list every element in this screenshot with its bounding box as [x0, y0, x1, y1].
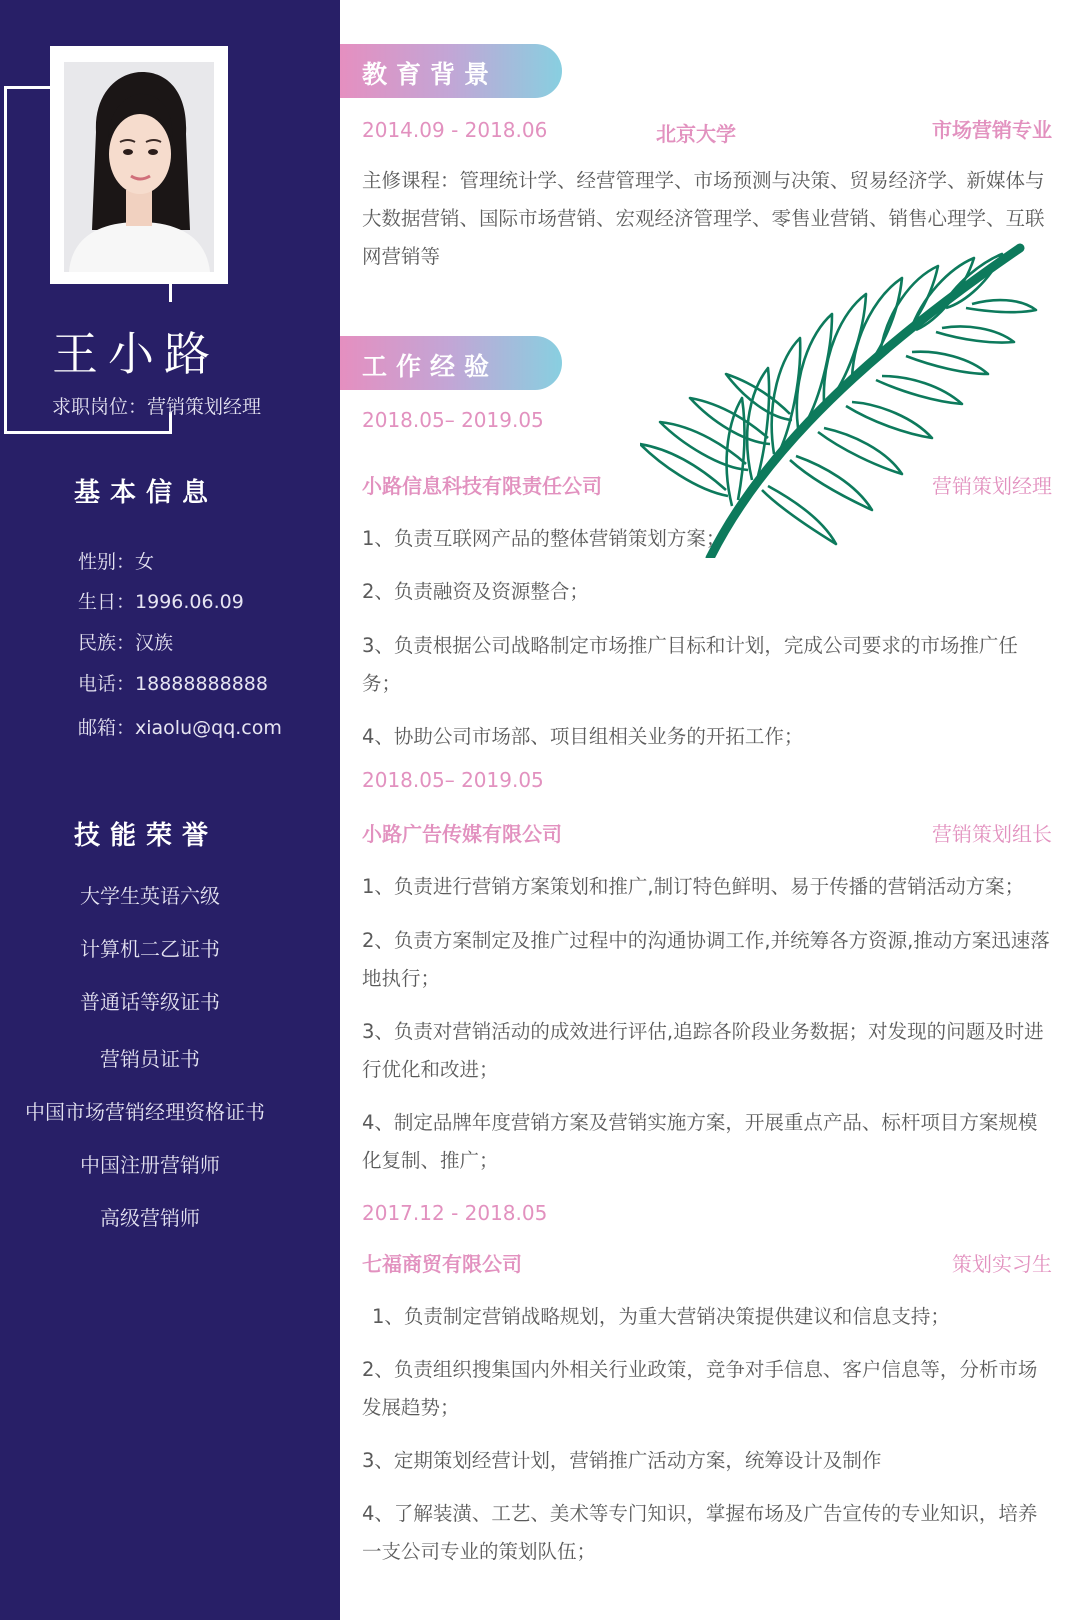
- job-objective: 求职岗位：营销策划经理: [52, 396, 262, 418]
- info-value: xiaolu@qq.com: [135, 717, 282, 739]
- info-value: 1996.06.09: [135, 591, 244, 613]
- job-company: 七福商贸有限公司: [362, 1252, 522, 1276]
- info-phone: [78, 669, 268, 696]
- info-ethnicity: [78, 628, 173, 655]
- job-duty: 2、负责方案制定及推广过程中的沟通协调工作,并统筹各方资源,推动方案迅速落地执行；: [362, 929, 1050, 990]
- info-label: 邮箱：: [78, 717, 136, 739]
- info-label: 性别：: [78, 551, 136, 573]
- job-duty: 1、负责进行营销方案策划和推广,制订特色鲜明、易于传播的营销活动方案；: [362, 875, 1025, 898]
- education-school: 北京大学: [656, 122, 736, 146]
- basic-info-title: 基本信息: [74, 478, 219, 508]
- portrait-photo: [64, 62, 214, 272]
- work-header: [340, 336, 562, 390]
- job-role: 策划实习生: [952, 1252, 1052, 1276]
- frame-line-left: [4, 86, 7, 434]
- job-date: 2017.12 - 2018.05: [362, 1201, 548, 1225]
- education-title: 教育背景: [362, 60, 499, 89]
- job-company: 小路广告传媒有限公司: [362, 822, 562, 846]
- info-label: 生日：: [78, 591, 136, 613]
- job-role: 营销策划组长: [932, 822, 1052, 846]
- sidebar: [0, 0, 340, 1620]
- skill-item: 大学生英语六级: [80, 884, 220, 908]
- photo-frame: [50, 46, 228, 284]
- info-email: [78, 713, 282, 740]
- job-duty: 3、定期策划经营计划，营销推广活动方案，统筹设计及制作: [362, 1449, 882, 1472]
- frame-line-top: [4, 86, 50, 89]
- work-title: 工作经验: [362, 352, 499, 381]
- job-duty: 4、了解装潢、工艺、美术等专门知识，掌握布场及广告宣传的专业知识，培养一支公司专业的策划队伍；: [362, 1502, 1038, 1563]
- info-gender: [78, 547, 154, 574]
- info-value: 18888888888: [135, 673, 268, 695]
- job-duty: 4、协助公司市场部、项目组相关业务的开拓工作；: [362, 725, 804, 748]
- info-label: 民族：: [78, 632, 136, 654]
- skill-item: 普通话等级证书: [80, 990, 220, 1014]
- candidate-name: 王小路: [52, 327, 220, 381]
- skill-item: 高级营销师: [100, 1206, 200, 1230]
- job-duty: 2、负责融资及资源整合；: [362, 580, 589, 603]
- skill-item: 中国注册营销师: [80, 1153, 220, 1177]
- info-label: 电话：: [78, 673, 136, 695]
- job-duty: 3、负责对营销活动的成效进行评估,追踪各阶段业务数据；对发现的问题及时进行优化和改进；: [362, 1020, 1044, 1081]
- education-courses: 主修课程：管理统计学、经营管理学、市场预测与决策、贸易经济学、新媒体与大数据营销、国际市场营销、宏观经济管理学、零售业营销、销售心理学、互联网营销等: [362, 169, 1045, 268]
- job-duty: 4、制定品牌年度营销方案及营销实施方案，开展重点产品、标杆项目方案规模化复制、推广；: [362, 1111, 1038, 1172]
- job-date: 2018.05– 2019.05: [362, 408, 544, 432]
- info-birthday: [78, 587, 244, 614]
- info-value: 女: [135, 551, 155, 573]
- job-duty: 1、负责制定营销战略规划，为重大营销决策提供建议和信息支持；: [372, 1305, 950, 1328]
- skill-item: 计算机二乙证书: [80, 937, 220, 961]
- palm-leaf-icon: [640, 228, 1060, 558]
- education-major: 市场营销专业: [932, 118, 1052, 142]
- skills-title: 技能荣誉: [74, 821, 219, 851]
- job-company: 小路信息科技有限责任公司: [362, 474, 602, 498]
- education-header: [340, 44, 562, 98]
- info-value: 汉族: [135, 632, 174, 654]
- portrait-illustration: [64, 62, 214, 272]
- skill-item: 营销员证书: [100, 1047, 200, 1071]
- job-date: 2018.05– 2019.05: [362, 768, 544, 792]
- job-duty: 3、负责根据公司战略制定市场推广目标和计划，完成公司要求的市场推广任务；: [362, 634, 1018, 695]
- job-role: 营销策划经理: [932, 474, 1052, 498]
- education-date: 2014.09 - 2018.06: [362, 118, 548, 142]
- frame-line-bottom: [4, 431, 172, 434]
- frame-line-right-upper: [169, 284, 172, 302]
- skill-item: 中国市场营销经理资格证书: [25, 1100, 265, 1124]
- job-duty: 2、负责组织搜集国内外相关行业政策，竞争对手信息、客户信息等，分析市场发展趋势；: [362, 1358, 1038, 1419]
- job-duty: 1、负责互联网产品的整体营销策划方案；: [362, 527, 726, 550]
